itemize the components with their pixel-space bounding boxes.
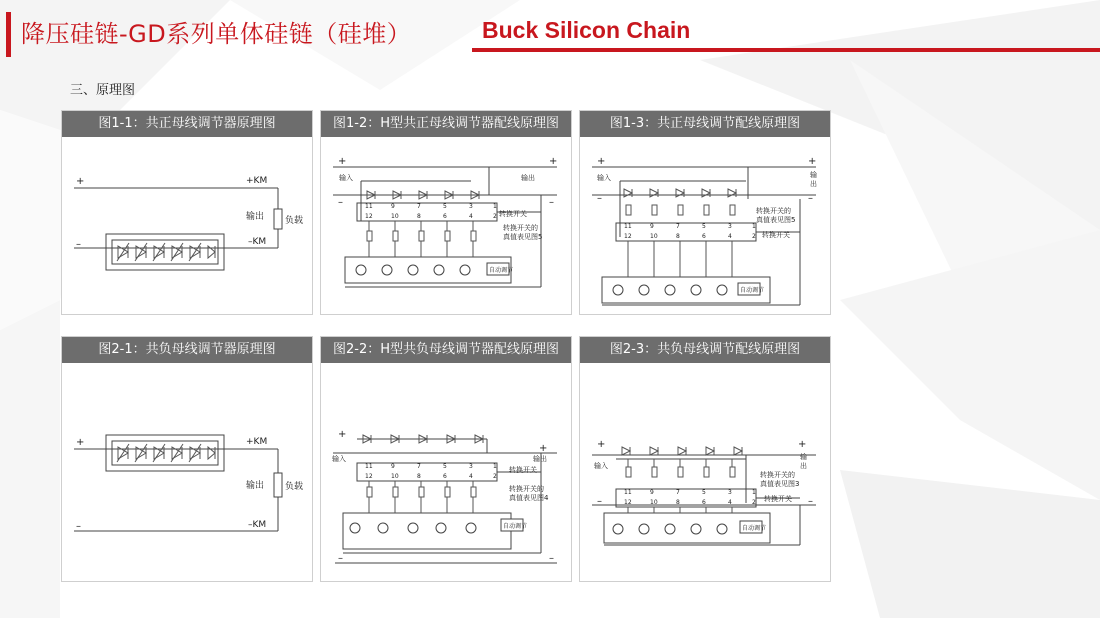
minus-right-label: – [808,193,813,204]
panel-caption: 图2-3：共负母线调节配线原理图 [580,337,830,363]
transistor-row [356,265,470,275]
header-underline [472,48,1100,52]
plus-left-label: + [597,439,606,450]
diagram-panel-1-2 [320,110,572,315]
svg-text:3: 3 [728,223,732,230]
pin-numbers [624,223,756,240]
svg-text:8: 8 [676,233,680,240]
svg-text:4: 4 [469,213,473,220]
svg-text:2: 2 [493,473,497,480]
diagram-panel-1-1 [61,110,313,315]
output-label: 输出 [521,174,535,182]
svg-text:7: 7 [676,489,680,496]
svg-text:10: 10 [391,213,399,220]
pin-numbers [365,463,497,480]
diode-row [622,447,742,455]
switch-note-line-2: 真值表见图5 [503,233,543,241]
svg-text:11: 11 [365,463,373,470]
svg-text:4: 4 [469,473,473,480]
svg-text:12: 12 [365,473,373,480]
output-label-1: 输 [810,171,817,179]
plus-label: + [76,437,85,448]
switch-note-line-1: 转换开关的 [503,224,538,232]
minus-right-label: – [549,197,554,208]
diagram-panel-2-1 [61,336,313,582]
minus-label: – [76,521,81,532]
switch-label: 转换开关 [764,495,792,503]
header-accent-bar [6,12,11,57]
diagram-panel-1-3 [579,110,831,315]
plus-right-label: + [798,439,807,450]
page-title: 降压硅链-GD系列单体硅链（硅堆） [21,20,412,48]
svg-text:10: 10 [650,499,658,506]
pos-km-label: +KM [246,437,268,447]
resistor-row [367,221,476,257]
svg-text:3: 3 [469,463,473,470]
minus-right-label: – [549,553,554,564]
diode-string [117,243,215,261]
input-label: 输入 [597,174,611,182]
plus-right-label: + [808,156,817,167]
minus-left-label: – [338,553,343,564]
svg-text:10: 10 [650,233,658,240]
page-title-english: Buck Silicon Chain [482,17,691,43]
schematic-h-common-negative [321,363,571,581]
auto-regulator-label: 自动调节 [503,523,528,530]
output-label-2: 出 [810,180,817,188]
svg-text:12: 12 [624,499,632,506]
svg-text:1: 1 [752,489,756,496]
auto-regulator-label: 自动调节 [740,287,765,294]
svg-text:1: 1 [493,203,497,210]
output-label-1: 输 [800,453,807,461]
svg-text:7: 7 [676,223,680,230]
panel-caption: 图2-1：共负母线调节器原理图 [62,337,312,363]
pin-numbers [624,489,756,506]
switch-note-line-1: 转换开关的 [756,207,791,215]
schematic-common-positive [62,137,312,314]
schematic-common-positive-wiring [580,137,830,314]
switch-note-line-2: 真值表见图4 [509,494,549,502]
svg-text:4: 4 [728,233,732,240]
svg-text:6: 6 [443,213,447,220]
switch-label: 转换开关 [762,231,790,239]
resistor-row [367,481,476,513]
switch-label: 转换开关 [499,210,527,218]
schematic-common-negative [62,363,312,581]
plus-right-label: + [539,443,548,454]
svg-text:3: 3 [469,203,473,210]
diode-string [117,444,215,462]
svg-text:11: 11 [624,223,632,230]
plus-right-label: + [549,156,558,167]
switch-note-line-2: 真值表见图5 [756,216,796,224]
minus-left-label: – [338,197,343,208]
svg-text:11: 11 [624,489,632,496]
svg-text:5: 5 [702,489,706,496]
switch-note-line-1: 转换开关的 [509,485,544,493]
plus-label: + [76,176,85,187]
output-label-2: 出 [800,462,807,470]
svg-text:7: 7 [417,463,421,470]
svg-text:6: 6 [702,233,706,240]
diagram-panel-2-3 [579,336,831,582]
panel-caption: 图1-2：H型共正母线调节器配线原理图 [321,111,571,137]
minus-label: – [76,239,81,250]
minus-left-label: – [597,193,602,204]
svg-text:12: 12 [365,213,373,220]
panel-caption: 图2-2：H型共负母线调节器配线原理图 [321,337,571,363]
switch-label: 转换开关 [509,466,537,474]
plus-left-label: + [338,429,347,440]
svg-text:5: 5 [443,463,447,470]
auto-regulator-label: 自动调节 [489,267,514,274]
svg-text:7: 7 [417,203,421,210]
svg-text:9: 9 [650,489,654,496]
plus-left-label: + [338,156,347,167]
svg-text:10: 10 [391,473,399,480]
svg-text:5: 5 [702,223,706,230]
svg-text:11: 11 [365,203,373,210]
pin-numbers [365,203,497,220]
transistor-row [613,524,727,534]
svg-text:8: 8 [417,473,421,480]
minus-left-label: – [597,496,602,507]
slide-header [0,0,1100,60]
svg-text:9: 9 [650,223,654,230]
svg-text:1: 1 [493,463,497,470]
svg-text:2: 2 [493,213,497,220]
svg-text:2: 2 [752,233,756,240]
neg-km-label: –KM [248,237,267,247]
svg-text:4: 4 [728,499,732,506]
diagram-panel-2-2 [320,336,572,582]
svg-text:3: 3 [728,489,732,496]
svg-text:6: 6 [443,473,447,480]
svg-text:5: 5 [443,203,447,210]
transistor-row [350,523,476,533]
output-label: 输出 [533,455,547,463]
schematic-common-negative-wiring [580,363,830,581]
transistor-row [613,285,727,295]
svg-text:8: 8 [417,213,421,220]
plus-left-label: + [597,156,606,167]
load-label: 负载 [285,482,304,492]
svg-text:8: 8 [676,499,680,506]
input-label: 输入 [339,174,353,182]
svg-text:12: 12 [624,233,632,240]
schematic-h-common-positive [321,137,571,314]
pos-km-label: +KM [246,176,268,186]
minus-right-label: – [808,496,813,507]
input-label: 输入 [332,455,346,463]
switch-note-line-1: 转换开关的 [760,471,795,479]
svg-text:2: 2 [752,499,756,506]
output-label: 输出 [246,481,265,491]
switch-note-line-2: 真值表见图3 [760,480,800,488]
input-label: 输入 [594,462,608,470]
panel-caption: 图1-1：共正母线调节器原理图 [62,111,312,137]
auto-regulator-label: 自动调节 [742,525,767,532]
panel-caption: 图1-3：共正母线调节配线原理图 [580,111,830,137]
load-label: 负载 [285,216,304,226]
svg-text:1: 1 [752,223,756,230]
section-heading: 三、原理图 [70,83,136,98]
svg-text:9: 9 [391,463,395,470]
svg-text:9: 9 [391,203,395,210]
svg-text:6: 6 [702,499,706,506]
neg-km-label: –KM [248,520,267,530]
diode-row [624,189,736,197]
output-label: 输出 [246,212,265,222]
